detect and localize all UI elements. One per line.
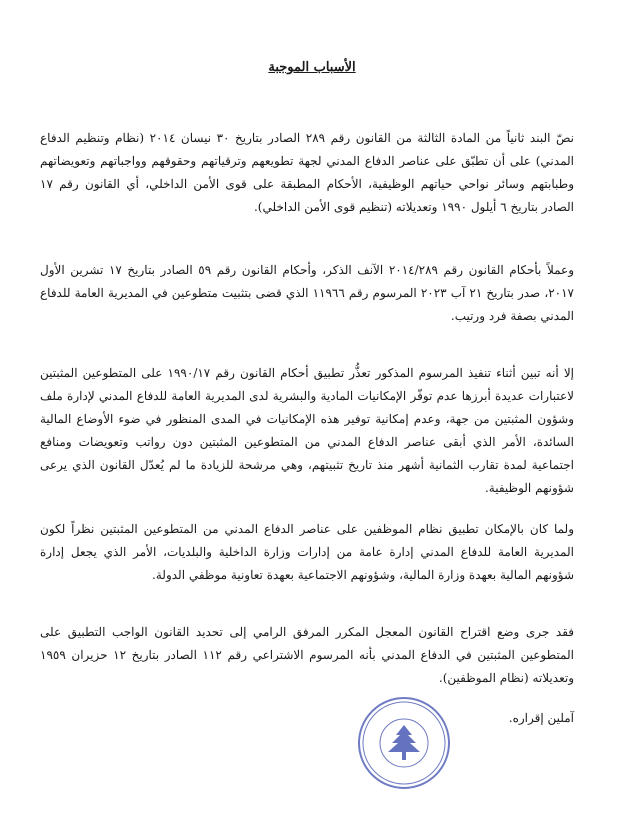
official-stamp — [356, 695, 452, 791]
paragraph-4: ولما كان بالإمكان تطبيق نظام الموظفين على عناصر الدفاع المدني من المتطوعين المثبتين نظراً لكون المديرية العامة للدفاع المدني إدارة عامة من إدارات وزارة الداخلية والبلديات، الأمر الذي يجعل إدارة شؤونهم المالية بعهدة وزارة المالية، وشؤونهم الاجتماعية بعهدة تعاونية موظفي الدولة. — [40, 522, 574, 582]
document-title: الأسباب الموجبة — [268, 60, 356, 75]
closing-line: آملين إقراره. — [508, 711, 574, 725]
paragraph-1: نصّ البند ثانياً من المادة الثالثة من القانون رقم ٢٨٩ الصادر بتاريخ ٣٠ نيسان ٢٠١٤ (نظام وتنظيم الدفاع المدني) على أن تطبّق على عناصر الدفاع المدني لجهة تطويعهم وترقياتهم وحقوقهم وواجباتهم وتعويضاتهم وطبابتهم وسائر نواحي حياتهم الوظيفية، الأحكام المطبقة على قوى الأمن الداخلي، أي القانون رقم ١٧ الصادر بتاريخ ٦ أيلول ١٩٩٠ وتعديلاته (تنظيم قوى الأمن الداخلي). — [40, 131, 575, 214]
stamp-ring-text — [356, 695, 359, 697]
cedar-seal-icon — [356, 695, 452, 791]
paragraph-3: إلا أنه تبين أثناء تنفيذ المرسوم المذكور تعذُّر تطبيق أحكام القانون رقم ١٩٩٠/١٧ على المتطوعين المثبتين لاعتبارات عديدة أبرزها عدم توفّر الإمكانيات المادية والبشرية لدى المديرية العامة للدفاع المدني لإدارة ملف وشؤون المثبتين من جهة، وعدم إمكانية توفير هذه الإمكانيات في المدى المنظور في ضوء الأوضاع المالية السائدة، الأمر الذي أبقى عناصر الدفاع المدني من المتطوعين المثبتين دون رواتب وتعويضات ومنافع اجتماعية لمدة تقارب الثمانية أشهر منذ تاريخ تثبيتهم، وهي مرشحة للزيادة ما لم يُعدّل القانون الذي يرعى شؤونهم الوظيفية. — [40, 366, 574, 495]
paragraph-2: وعملاً بأحكام القانون رقم ٢٠١٤/٢٨٩ الآنف الذكر، وأحكام القانون رقم ٥٩ الصادر بتاريخ ١٧ تشرين الأول ٢٠١٧، صدر بتاريخ ٢١ آب ٢٠٢٣ المرسوم رقم ١١٩٦٦ الذي قضى بتثبيت متطوعين في المديرية العامة للدفاع المدني بصفة فرد ورتيب. — [40, 263, 575, 323]
paragraph-5: فقد جرى وضع اقتراح القانون المعجل المكرر المرفق الرامي إلى تحديد القانون الواجب التطبيق على المتطوعين المثبتين في الدفاع المدني بأنه المرسوم الاشتراعي رقم ١١٢ الصادر بتاريخ ١٢ حزيران ١٩٥٩ وتعديلاته (نظام الموظفين). — [40, 625, 574, 685]
svg-text:الجمهورية اللبنانية · المديرية — [356, 695, 359, 697]
